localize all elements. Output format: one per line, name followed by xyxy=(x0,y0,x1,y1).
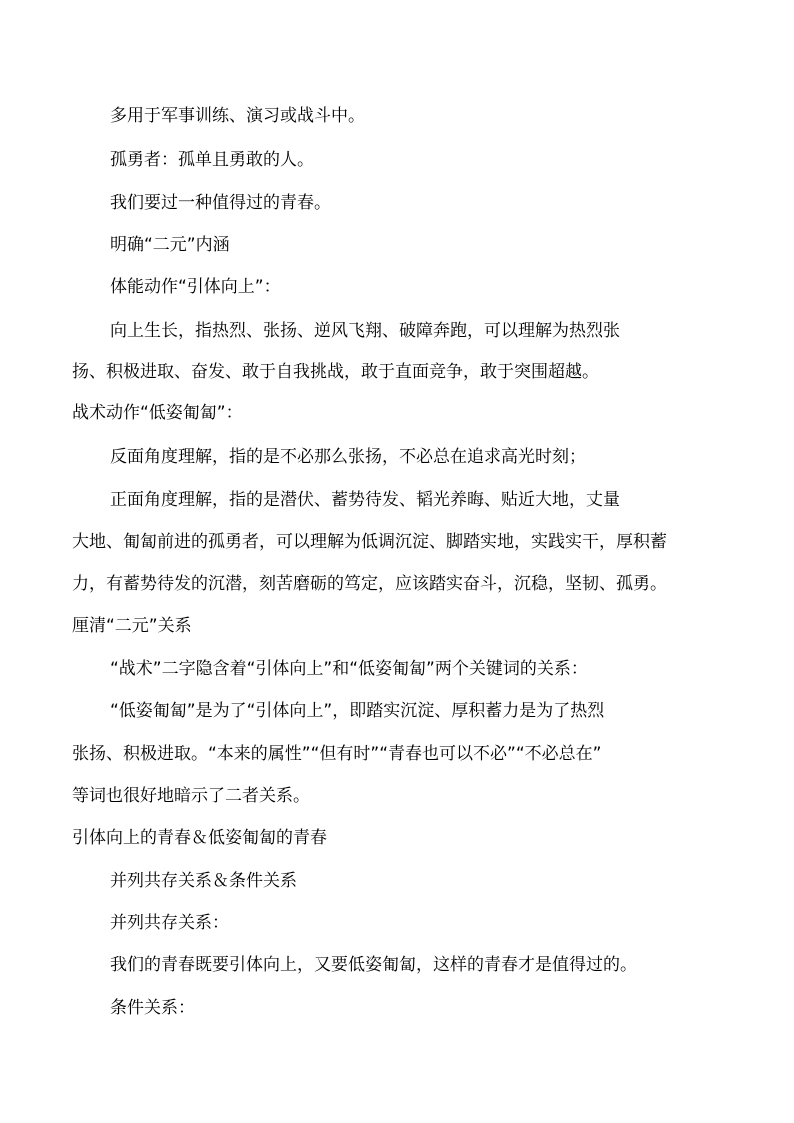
subsection-heading: 条件关系： xyxy=(110,998,195,1018)
paragraph-line: 向上生长，指热烈、张扬、逆风飞翔、破障奔跑，可以理解为热烈张 xyxy=(110,321,620,341)
section-heading: 厘清“二元”关系 xyxy=(72,616,192,636)
paragraph-line: 正面角度理解，指的是潜伏、蓄势待发、韬光养晦、贴近大地，丈量 xyxy=(110,490,620,510)
subsection-heading: 并列共存关系＆条件关系 xyxy=(110,871,297,891)
paragraph-line: “战术”二字隐含着“引体向上”和“低姿匍匐”两个关键词的关系： xyxy=(110,659,588,679)
paragraph-line: 大地、匍匐前进的孤勇者，可以理解为低调沉淀、脚踏实地，实践实干，厚积蓄 xyxy=(72,532,667,552)
paragraph-line: 多用于军事训练、演习或战斗中。 xyxy=(110,106,365,126)
paragraph-line: 我们要过一种值得过的青春。 xyxy=(110,193,331,213)
paragraph-line: 我们的青春既要引体向上，又要低姿匍匐，这样的青春才是值得过的。 xyxy=(110,955,637,975)
paragraph-line: 孤勇者：孤单且勇敢的人。 xyxy=(110,150,314,170)
paragraph-line: “低姿匍匐”是为了“引体向上”，即踏实沉淀、厚积蓄力是为了热烈 xyxy=(110,701,605,721)
subsection-heading: 战术动作“低姿匍匐”： xyxy=(72,403,243,423)
subsection-heading: 体能动作“引体向上”： xyxy=(110,277,281,297)
paragraph-line: 等词也很好地暗示了二者关系。 xyxy=(72,786,310,806)
paragraph-line: 力，有蓄势待发的沉潜，刻苦磨砺的笃定，应该踏实奋斗，沉稳，坚韧、孤勇。 xyxy=(72,574,667,594)
paragraph-line: 张扬、积极进取。“本来的属性”“但有时”“青春也可以不必”“不必总在” xyxy=(72,744,602,764)
subsection-heading: 并列共存关系： xyxy=(110,913,229,933)
paragraph-line: 反面角度理解，指的是不必那么张扬，不必总在追求高光时刻； xyxy=(110,447,586,467)
section-heading: 明确“二元”内涵 xyxy=(110,235,230,255)
paragraph-line: 扬、积极进取、奋发、敢于自我挑战，敢于直面竞争，敢于突围超越。 xyxy=(72,362,599,382)
section-heading: 引体向上的青春＆低姿匍匐的青春 xyxy=(72,828,327,848)
